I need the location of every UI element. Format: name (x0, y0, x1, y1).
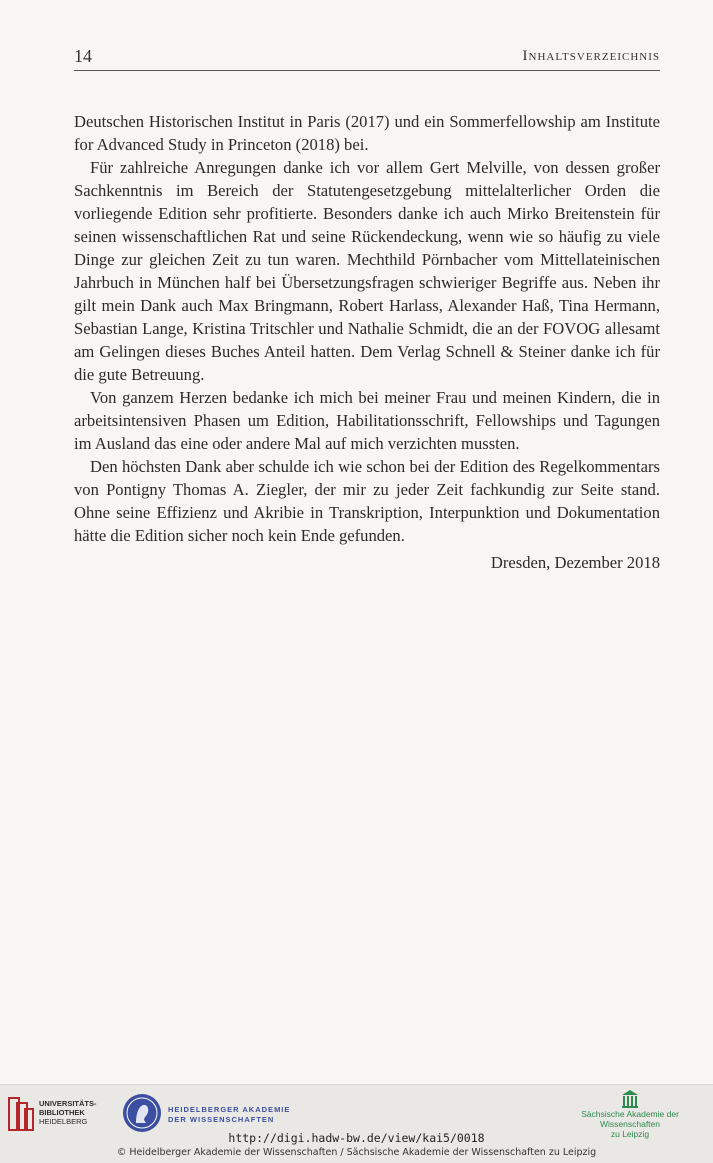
saw-logo-line1: Sächsische Akademie der Wissenschaften (581, 1109, 679, 1129)
ub-logo-icon (8, 1097, 34, 1131)
hadw-logo-text (168, 1105, 290, 1125)
paragraph-3: Von ganzem Herzen bedanke ich mich bei meiner Frau und meinen Kindern, die in arbeitsintensiven Phasen um Edition, Habilitationsschrift, Fellowships und Tagungen im Ausland das eine oder andere Mal auf mich verzichten mussten. (74, 388, 660, 453)
saw-building-icon (621, 1089, 639, 1109)
paragraph-1: Deutschen Historischen Institut in Paris (2017) und ein Sommerfellowship am Institute for Advanced Study in Princeton (2018) bei. (74, 112, 660, 154)
ub-logo-line2: BIBLIOTHEK (39, 1108, 85, 1117)
hadw-logo-line2: DER WISSENSCHAFTEN (168, 1115, 275, 1124)
hadw-logo-line1: HEIDELBERGER AKADEMIE (168, 1105, 291, 1114)
permalink-url[interactable]: http://digi.hadw-bw.de/view/kai5/0018 (228, 1131, 485, 1145)
body-text (74, 110, 660, 547)
running-head (74, 44, 660, 71)
saw-logo-line2: zu Leipzig (610, 1129, 650, 1139)
page-number: 14 (74, 46, 92, 66)
paragraph-4: Den höchsten Dank aber schulde ich wie schon bei der Edition des Regelkommentars von Pontigny Thomas A. Ziegler, der mir zu jeder Zeit fachkundig zur Seite stand. Ohne seine Effizienz und Akribie in Transkription, Interpunktion und Dokumentation hätte die Edition sicher noch kein Ende gefunden. (74, 457, 660, 545)
signature-place-date: Dresden, Dezember 2018 (490, 553, 660, 572)
ub-logo-text (39, 1099, 97, 1126)
ub-logo-line1: UNIVERSITÄTS- (39, 1099, 97, 1108)
copyright-notice: © Heidelberger Akademie der Wissenschaften / Sächsische Akademie der Wissenschaften zu Leipzig (116, 1147, 597, 1158)
hadw-seal-icon (122, 1093, 162, 1133)
section-title: Inhaltsverzeichnis (522, 48, 660, 64)
viewer-footer (0, 1084, 713, 1163)
paragraph-2: Für zahlreiche Anregungen danke ich vor allem Gert Melville, von dessen großer Sachkenntnis im Bereich der Statutengesetzgebung mittelalterlicher Orden die vorliegende Edition sehr profitierte. Besonders danke ich auch Mirko Breitenstein für seinen wissenschaftlichen Rat und seine Rückendeckung, wenn wie so häufig zu viele Dinge zur gleichen Zeit zu tun waren. Mechthild Pörnbacher vom Mittellateinischen Jahrbuch in München half bei Übersetzungsfragen schwieriger Begriffe aus. Neben ihr gilt mein Dank auch Max Bringmann, Robert Harlass, Alexander Haß, Tina Hermann, Sebastian Lange, Kristina Tritschler und Nathalie Schmidt, die an der FOVOG allesamt am Gelingen dieses Buches Anteil hatten. Dem Verlag Schnell & Steiner danke ich für die gute Betreuung. (74, 158, 660, 384)
ub-logo-line3: HEIDELBERG (39, 1117, 88, 1126)
